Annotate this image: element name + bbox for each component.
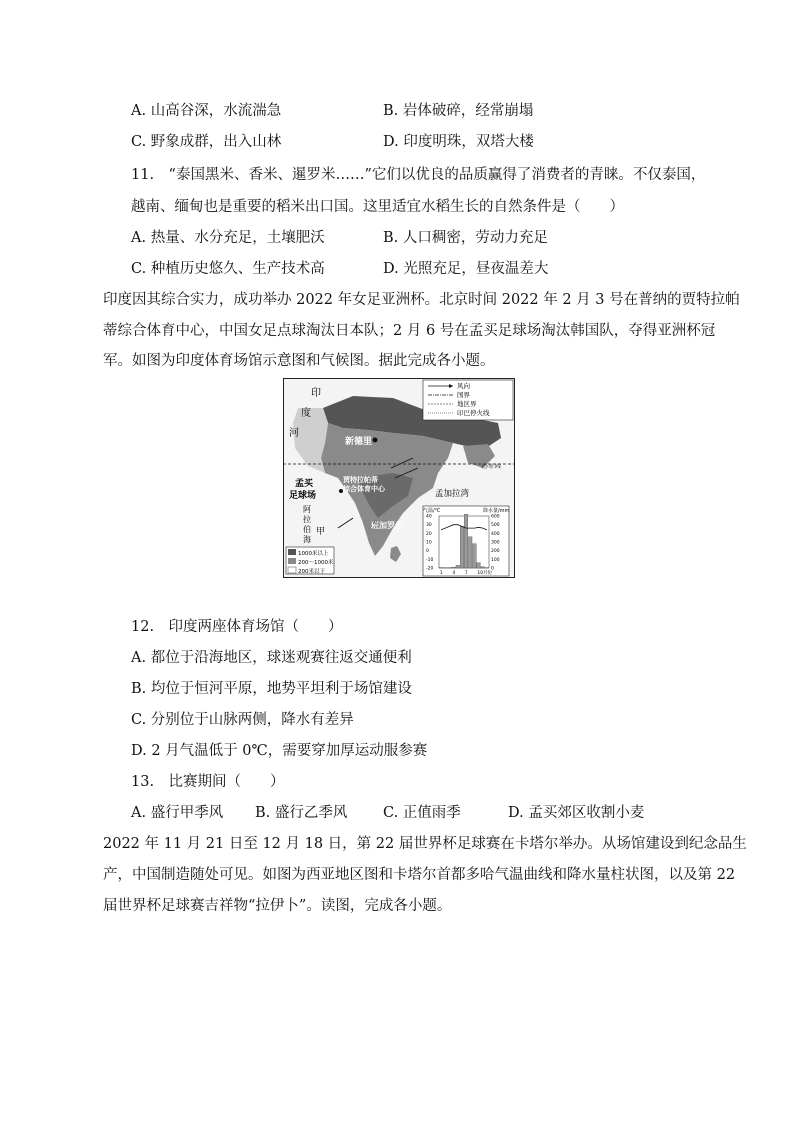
precip-tick: 500 <box>491 523 500 529</box>
q10-option-c: C. 野象成群，出入山林 <box>131 134 282 150</box>
passage1-line3: 军。如图为印度体育场馆示意图和气候图。据此完成各小题。 <box>103 353 495 369</box>
legend-region: 地区界 <box>457 400 477 408</box>
q13-option-d: D. 孟买郊区收割小麦 <box>508 805 645 821</box>
q13-stem: 13. 比赛期间（ ） <box>131 774 285 790</box>
label-newdelhi: 新德里 <box>345 437 373 447</box>
month-tick: 1 <box>439 571 443 576</box>
temp-tick: 10 <box>426 540 432 546</box>
temp-tick: 0 <box>426 549 429 555</box>
precip-tick: 100 <box>491 557 500 563</box>
q11-option-b: B. 人口稠密，劳动力充足 <box>383 230 548 246</box>
india-map-figure <box>283 378 515 578</box>
q10-option-a: A. 山高谷深，水流湍急 <box>131 103 282 119</box>
precip-bar <box>460 526 464 568</box>
q13-option-c: C. 正值雨季 <box>383 805 461 821</box>
label-sea-1: 阿 <box>303 505 311 514</box>
climate-temp-label: 气温/℃ <box>423 508 441 514</box>
q10-option-b: B. 岩体破碎，经常崩塌 <box>383 103 534 119</box>
label-sea-3: 伯 <box>303 525 311 534</box>
passage1-line1: 印度因其综合实力，成功举办 2022 年女足亚洲杯。北京时间 2022 年 2 月 3 号在普纳的贾特拉帕 <box>103 292 740 308</box>
precip-bar <box>452 567 456 568</box>
month-tick: 10月份 <box>477 571 493 576</box>
month-tick: 4 <box>452 571 456 576</box>
precip-bar <box>456 565 460 568</box>
elev-low: 200米以下 <box>298 569 325 575</box>
q11-option-d: D. 光照充足，昼夜温差大 <box>383 261 549 277</box>
passage2-line1: 2022 年 11 月 21 日至 12 月 18 日，第 22 届世界杯足球赛在卡塔尔举办。从场馆建设到纪念品生 <box>103 836 747 852</box>
precip-tick: 200 <box>491 549 500 555</box>
precip-bar <box>464 514 468 568</box>
precip-bar <box>468 537 472 568</box>
temp-tick: 20 <box>426 531 432 537</box>
label-yin: 印 <box>311 388 321 399</box>
precip-bar <box>481 567 485 568</box>
precip-bar <box>473 544 477 568</box>
label-bay: 孟加拉湾 <box>435 489 470 499</box>
q13-option-b: B. 盛行乙季风 <box>255 805 348 821</box>
label-sea-2: 拉 <box>303 515 311 524</box>
precip-tick: 300 <box>491 540 500 546</box>
q12-option-c: C. 分别位于山脉两侧，降水有差异 <box>131 712 354 728</box>
legend-border: 国界 <box>457 391 470 399</box>
passage2-line2: 产，中国制造随处可见。如图为西亚地区图和卡塔尔首都多哈气温曲线和降水量柱状图，以及第 22 <box>103 867 736 883</box>
label-mumbai-1: 孟买 <box>295 479 314 489</box>
q12-option-d: D. 2 月气温低于 0℃，需要穿加厚运动服参赛 <box>131 743 428 759</box>
precip-bar <box>477 563 481 568</box>
legend-ceasefire: 印巴停火线 <box>457 409 490 417</box>
temp-tick: 40 <box>426 514 432 520</box>
month-tick: 7 <box>464 571 468 576</box>
label-mumbai-2: 足球场 <box>289 491 317 501</box>
precip-tick: 0 <box>491 566 494 572</box>
legend-wind: 风向 <box>457 382 470 390</box>
q11-stem-line2: 越南、缅甸也是重要的稻米出口国。这里适宜水稻生长的自然条件是（ ） <box>131 199 624 215</box>
temp-tick: 30 <box>426 523 432 529</box>
label-jatra-1: 贾特拉帕蒂 <box>343 476 378 484</box>
precip-tick: 600 <box>491 514 500 520</box>
q10-option-d: D. 印度明珠，双塔大楼 <box>383 134 534 150</box>
newdelhi-marker <box>373 438 378 443</box>
label-jatra-2: 综合体育中心 <box>343 485 385 493</box>
elev-high: 1000米以上 <box>298 551 329 557</box>
q11-stem-line1: 11. “泰国黑米、香米、暹罗米……”它们以优良的品质赢得了消费者的青睐。不仅泰国， <box>131 167 706 183</box>
precip-tick: 400 <box>491 531 500 537</box>
climate-chart <box>423 506 510 576</box>
tropic-label: 北回归线 <box>481 464 502 470</box>
q12-option-a: A. 都位于沿海地区，球迷观赛往返交通便利 <box>131 650 412 666</box>
q11-option-c: C. 种植历史悠久、生产技术高 <box>131 261 325 277</box>
q12-option-b: B. 均位于恒河平原，地势平坦利于场馆建设 <box>131 681 412 697</box>
q13-option-a: A. 盛行甲季风 <box>131 805 224 821</box>
elev-mid: 200～1000米 <box>298 560 334 566</box>
temp-tick: -10 <box>426 557 434 563</box>
q12-stem: 12. 印度两座体育场馆（ ） <box>131 619 343 635</box>
passage2-line3: 届世界杯足球赛吉祥物“拉伊卜”。读图，完成各小题。 <box>103 898 452 914</box>
label-bengaluru: 班加罗尔 <box>371 521 403 530</box>
label-jia: 甲 <box>316 527 326 537</box>
passage1-line2: 蒂综合体育中心，中国女足点球淘汰日本队；2 月 6 号在孟买足球场淘汰韩国队，夺得亚洲杯冠 <box>103 323 716 339</box>
climate-precip-label: 降水量/mm <box>483 508 510 514</box>
temp-tick: -20 <box>426 566 434 572</box>
label-du: 度 <box>301 408 311 419</box>
q11-option-a: A. 热量、水分充足，土壤肥沃 <box>131 230 325 246</box>
label-he: 河 <box>289 428 299 439</box>
label-sea-4: 海 <box>303 535 311 544</box>
